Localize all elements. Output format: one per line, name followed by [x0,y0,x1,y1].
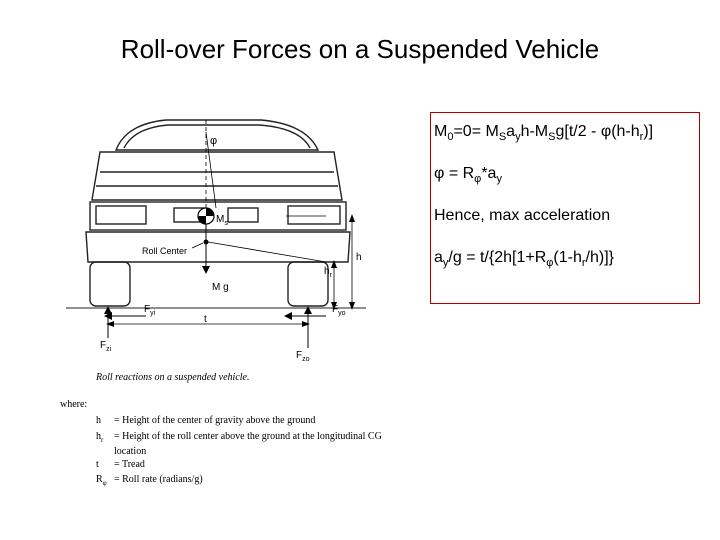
fzo-label: $F_{zo}$ [296,350,310,363]
legend-row: h = Height of the center of gravity above the ground [96,415,316,426]
hr-label: $h_r$ [324,266,332,279]
fzi-label: $F_{zi}$ [100,340,112,353]
fyi-label: $F_{yi}$ [144,304,156,317]
legend-row: t = Tread [96,458,145,470]
center-of-gravity-icon [198,208,214,224]
fyo-label: $F_{yo}$ [332,304,346,317]
mg-label: M g [212,282,229,293]
where-label: where: [60,399,88,410]
legend-row: $R_\varphi$ = Roll rate (radians/g) [96,474,203,487]
t-label: t [204,314,207,325]
max-acceleration-equation: $a_y/g = t/\{2h[1+R_\varphi(1-h_r/h)]\}$ [434,249,614,270]
vehicle-roll-diagram [56,112,426,372]
hence-text: Hence, max acceleration [434,207,611,224]
moment-equation: $M_0=0= M_Sa_yh-M_Sg[t/2 - \varphi(h-h_r)]$ [434,123,654,144]
slide-title: Roll-over Forces on a Suspended Vehicle [120,34,600,64]
ms-label: $M_s$ [216,214,228,227]
legend-row: $h_r$ = Height of the roll center above the ground at the longitudinal CG [96,430,382,444]
figure-caption: Roll reactions on a suspended vehicle. [96,372,250,383]
roll-center-label: Roll Center [142,246,188,256]
h-label: h [356,252,362,263]
symbol-legend [96,415,382,490]
phi-label: φ [210,135,218,147]
equation-box [430,112,700,304]
legend-row: location [114,446,147,457]
roll-angle-equation: $\varphi = R_\varphi*a_y$ [434,165,502,186]
